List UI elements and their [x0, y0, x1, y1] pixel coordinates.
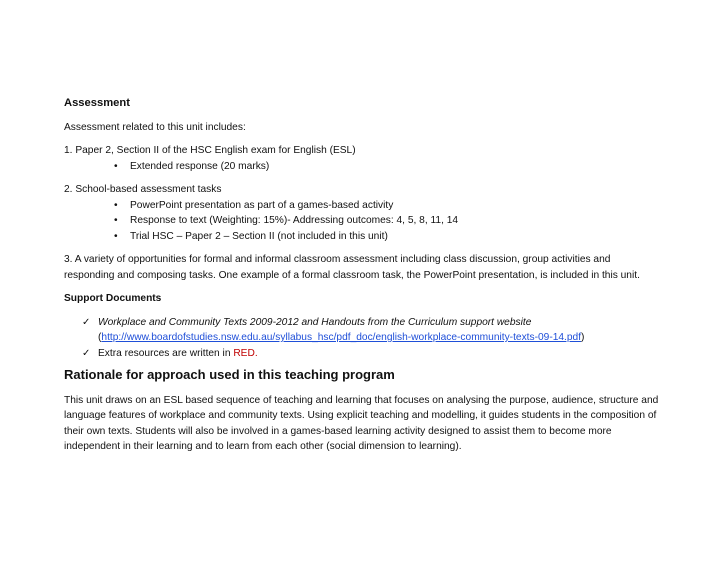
extra-resources-red: RED. — [233, 347, 258, 359]
assessment-intro: Assessment related to this unit includes: — [64, 121, 246, 133]
bullet-item: • PowerPoint presentation as part of a games-based activity — [64, 198, 664, 214]
support-heading: Support Documents — [64, 293, 162, 304]
document-page — [64, 96, 664, 455]
bullet-item: • Response to text (Weighting: 15%)- Addressing outcomes: 4, 5, 8, 11, 14 — [64, 213, 664, 229]
assessment-item-3-line-1: 3. A variety of opportunities for formal and informal classroom assessment including class discussion, group activities and — [64, 254, 611, 265]
rationale-line: language features of workplace and community texts. Using explicit teaching and modelling, it guides students in the composition of — [64, 410, 657, 421]
assessment-item-3-line-2: responding and composing tasks. One example of a formal classroom task, the PowerPoint presentation, is included in this unit. — [64, 269, 640, 281]
extra-resources-item — [64, 346, 664, 362]
rationale-line: their own texts. Students will also be involved in a games-based learning activity designed to assist them to become more — [64, 425, 612, 437]
extra-resources-text: Extra resources are written in — [98, 347, 234, 359]
assessment-item-2: 2. School-based assessment tasks — [64, 184, 222, 195]
rationale-line: This unit draws on an ESL based sequence of teaching and learning that focuses on analysing the purpose, audience, structure and — [64, 394, 659, 406]
checkmark-icon: ✓ — [82, 316, 91, 328]
support-doc-url-line: (http://www.boardofstudies.nsw.edu.au/syllabus_hsc/pdf_doc/english-workplace-community-texts-09-14.pdf) — [98, 332, 585, 343]
assessment-heading: Assessment — [64, 97, 130, 109]
rationale-line: independent in their learning and to learn from each other (social dimension to learning). — [64, 441, 462, 452]
checkmark-icon: ✓ — [82, 347, 91, 359]
assessment-item-1: 1. Paper 2, Section II of the HSC English exam for English (ESL) — [64, 145, 356, 156]
support-doc-link[interactable]: http://www.boardofstudies.nsw.edu.au/syllabus_hsc/pdf_doc/english-workplace-community-texts-09-14.pdf — [101, 332, 582, 343]
bullet-item: • Trial HSC – Paper 2 – Section II (not included in this unit) — [64, 229, 664, 245]
rationale-heading: Rationale for approach used in this teaching program — [64, 367, 395, 382]
bullet-item: • Extended response (20 marks) — [64, 159, 664, 175]
support-doc-item — [64, 315, 664, 331]
support-doc-title: Workplace and Community Texts 2009-2012 and Handouts from the Curriculum support website — [98, 316, 532, 328]
